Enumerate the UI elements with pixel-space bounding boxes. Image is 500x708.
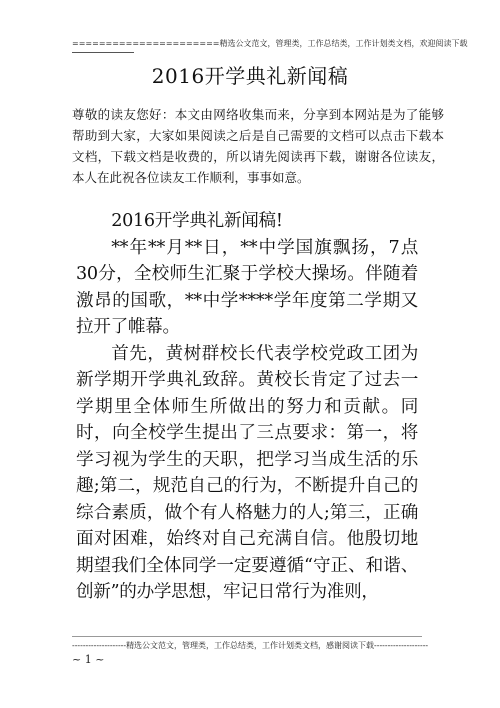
- reader-notice: 尊敬的读友您好：本文由网络收集而来，分享到本网站是为了能够帮助到大家，大家如果阅读之后是自己需要的文档可以点击下载本文档，下载文档是收费的，所以请先阅读再下载，谢谢各位读友，本人在此祝各位读友工作顺利，事事如意。: [72, 107, 444, 185]
- paragraph-1: **年**月**日，**中学国旗飘扬，7点30分，全校师生汇聚于学校大操场。伴随着激昂的国歌，**中学****学年度第二学期又拉开了帷幕。: [76, 237, 418, 337]
- article-heading: 2016开学典礼新闻稿!: [111, 211, 283, 231]
- page-header: ======================精选公文范文，管理类，工作总结类，工作计划类文档，欢迎阅读下载: [72, 39, 468, 48]
- paragraph-2: 首先，黄树群校长代表学校党政工团为新学期开学典礼致辞。黄校长肯定了过去一学期里全体师生所做出的努力和贡献。同时，向全校学生提出了三点要求：第一，将学习视为学生的天职，把学习当成生活的乐趣;第二，规范自己的行为，不断提升自己的综合素质，做个有人格魅力的人;第三，正确面对困难，始终对自己充满自信。他殷切地期望我们全体同学一定要遵循“守正、和谐、创新”的办学思想，牢记日常行为准则，: [76, 343, 418, 602]
- document-title: 2016开学典礼新闻稿: [151, 64, 349, 88]
- header-divider: [72, 52, 134, 53]
- article-body: [76, 208, 418, 606]
- footer-divider: [72, 636, 422, 637]
- page-number: ~ 1 ~: [72, 653, 105, 666]
- page-footer: --------------------精选公文范文，管理类，工作总结类，工作计划类文档，感谢阅读下载--------------------: [72, 641, 429, 650]
